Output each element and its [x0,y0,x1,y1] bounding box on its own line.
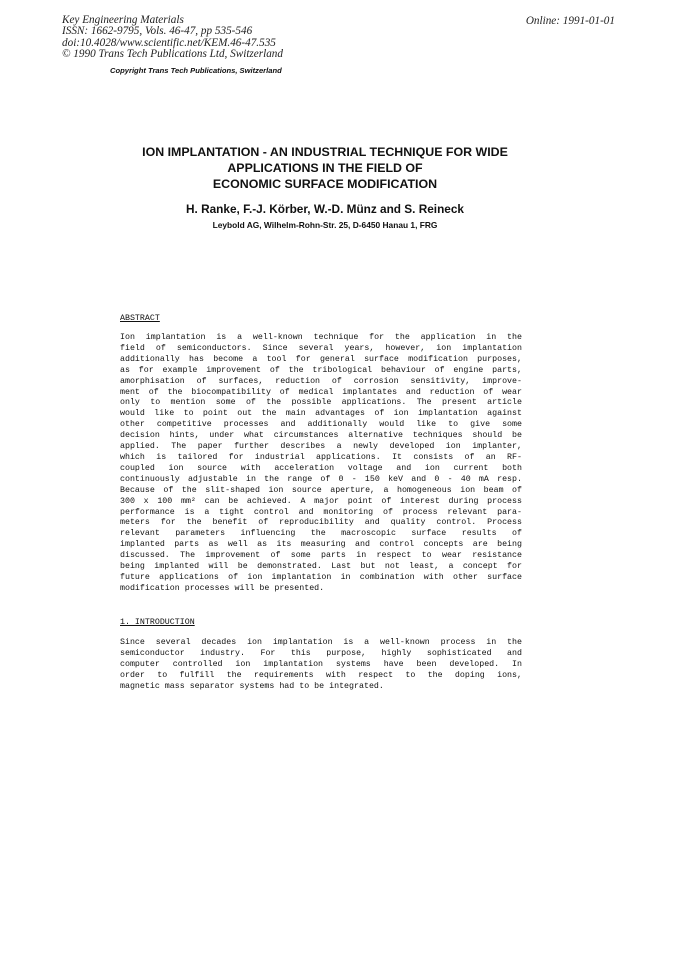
publisher-line: © 1990 Trans Tech Publications Ltd, Switzerland [62,48,283,61]
text-line: Because of the slit-shaped ion source aperture, a homogeneous ion beam of [120,485,522,495]
copyright-notice: Copyright Trans Tech Publications, Switzerland [110,66,282,75]
title-line: ECONOMIC SURFACE MODIFICATION [212,177,438,191]
text-line: Ion implantation is a well-known technique for the application in the [120,333,522,342]
journal-name: Key Engineering Materials [62,14,184,26]
text-line: ment of the biocompatibility of medical implantates and reduction of wear [120,387,522,397]
text-line: order to fulfill the requirements with respect to the doping ions, [120,670,522,680]
text-line: performance is a tight control and monitoring of process relevant para- [120,507,522,517]
text-line: coupled ion source with acceleration voltage and ion current both [120,463,522,473]
text-line: discussed. The improvement of some parts in respect to wear resistance [120,551,522,561]
text-line: magnetic mass separator systems had to be integrated. [120,681,384,691]
abstract-heading: ABSTRACT [120,314,160,323]
text-line: Since several decades ion implantation is a well-known process in the [120,638,522,647]
text-line: being implanted will be demonstrated. Last but not least, a concept for [120,562,522,572]
issn-line: ISSN: 1662-9795, Vols. 46-47, pp 535-546 [62,25,253,38]
doi-line: doi:10.4028/www.scientific.net/KEM.46-47.535 [62,36,276,49]
title-line: APPLICATIONS IN THE FIELD OF [227,161,423,175]
title-line: ION IMPLANTATION - AN INDUSTRIAL TECHNIQUE FOR WIDE [142,145,508,159]
paper-title [110,144,540,192]
text-line: other competitive processes and additionally would like to give some [120,420,522,430]
journal-meta [62,15,283,61]
text-line: computer controlled ion implantation systems have been developed. In [120,659,522,669]
text-line: future applications of ion implantation in combination with other surface [120,572,522,582]
text-line: decision hints, under what circumstances alternative techniques should be [120,431,522,441]
abstract-body [120,333,522,595]
paper-authors: H. Ranke, F.-J. Körber, W.-D. Münz and S. Reineck [186,202,464,216]
text-line: meters for the benefit of reproducibility and quality control. Process [120,518,522,528]
text-line: only to mention some of the possible applications. The present article [120,398,522,408]
text-line: amorphisation of surfaces, reduction of corrosion sensitivity, improve- [120,376,522,386]
author-affiliation: Leybold AG, Wilhelm-Rohn-Str. 25, D-6450 Hanau 1, FRG [212,220,438,230]
text-line: continuously adjustable in the range of 0 - 150 keV and 0 - 40 mA resp. [120,474,522,484]
online-date: Online: 1991-01-01 [525,15,615,27]
text-line: implanted parts as well as its measuring and control concepts are being [120,540,522,550]
text-line: 300 x 100 mm² can be achieved. A major point of interest during process [120,496,522,506]
text-line: applied. The paper further describes a newly developed ion implanter, [120,442,522,452]
text-line: semiconductor industry. For this purpose, highly sophisticated and [120,648,522,658]
text-line: relevant parameters influencing the macroscopic surface results of [120,529,522,539]
text-line: as for example improvement of the tribological behaviour of engine parts, [120,365,522,375]
text-line: additionally has become a tool for general surface modification purposes, [120,354,522,364]
text-line: would like to point out the main advantages of ion implantation against [120,409,522,419]
text-line: field of semiconductors. Since several years, however, ion implantation [120,343,522,353]
introduction-body [120,638,522,693]
text-line: which is tailored for industrial applications. It consists of an RF- [120,452,522,462]
introduction-heading: 1. INTRODUCTION [120,618,195,627]
text-line: modification processes will be presented. [120,583,325,593]
